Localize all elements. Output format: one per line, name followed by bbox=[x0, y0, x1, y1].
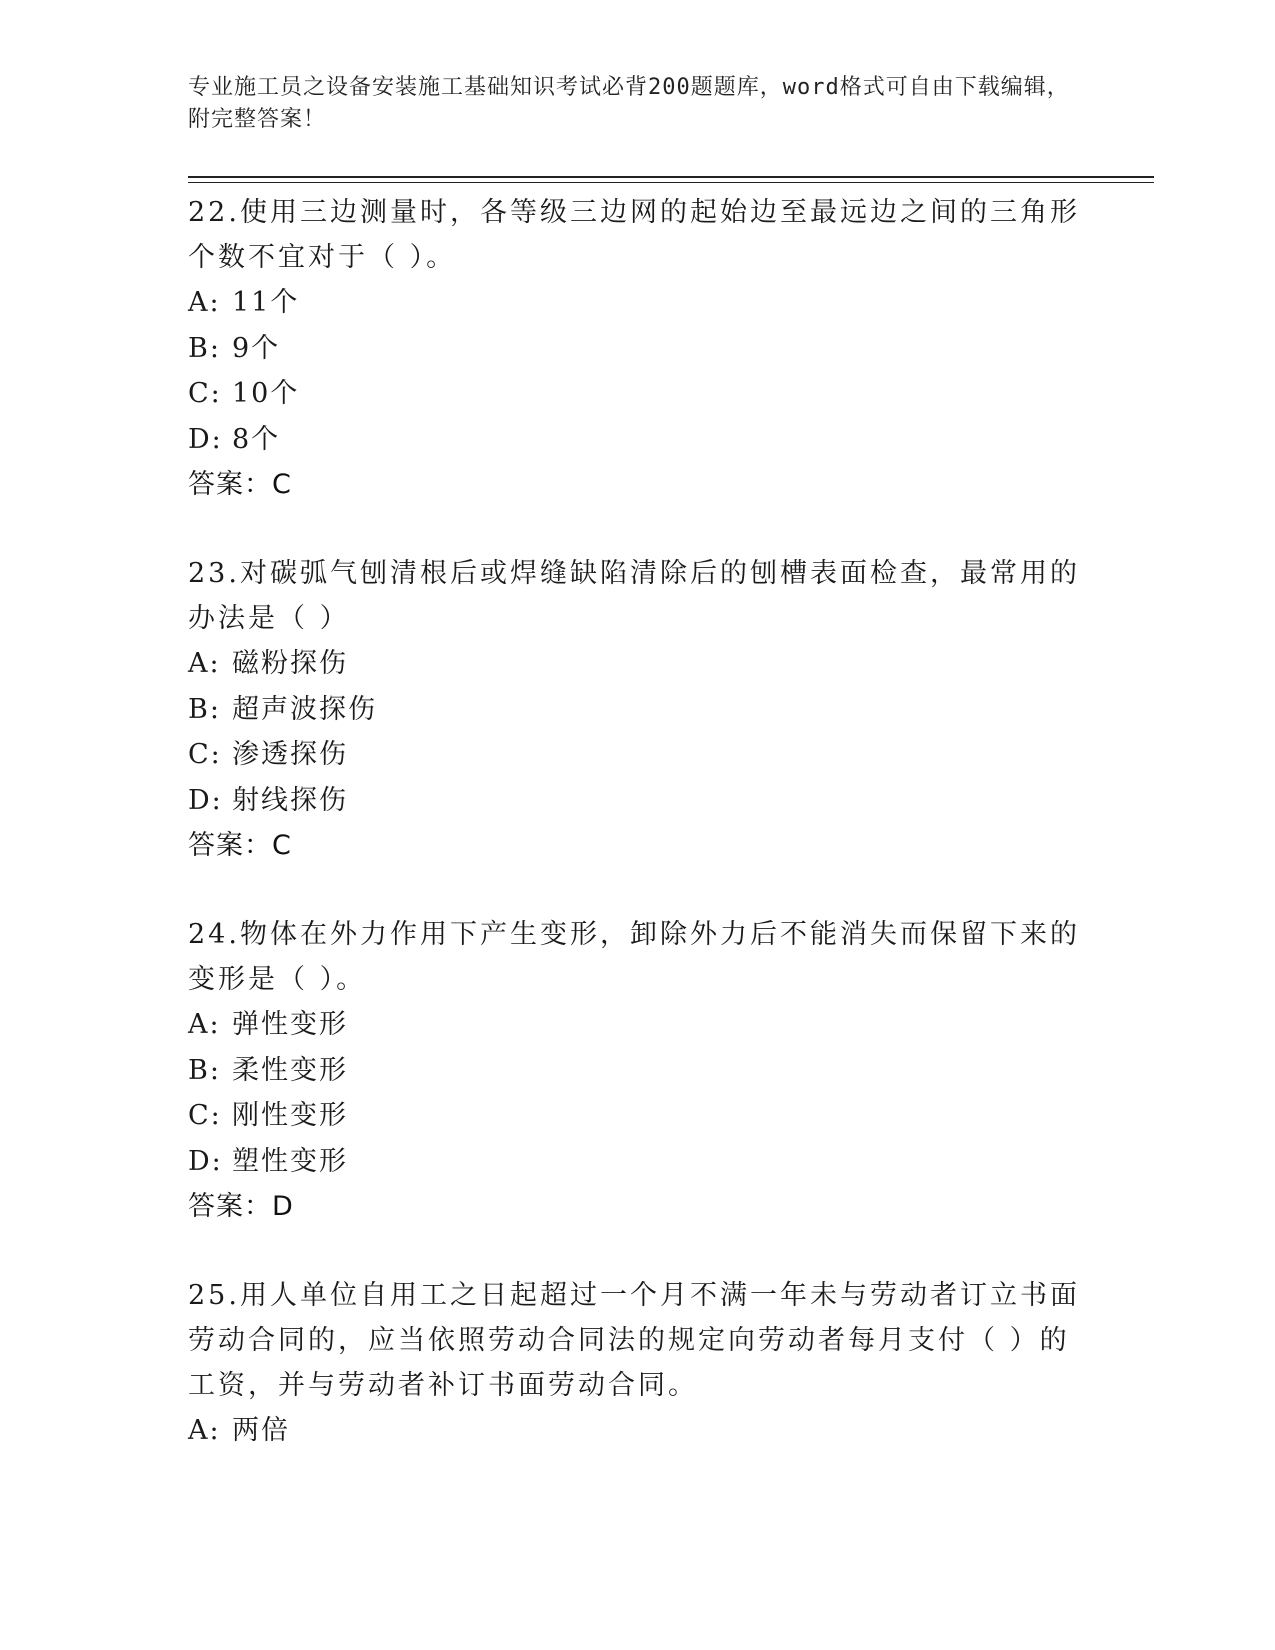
answer-line: 答案：C bbox=[188, 469, 292, 500]
option-text: 11个 bbox=[232, 287, 300, 318]
option-text: 柔性变形 bbox=[232, 1054, 348, 1086]
option-a bbox=[188, 1002, 1088, 1048]
question-23 bbox=[188, 551, 1088, 868]
question-stem: 23.对碳弧气刨清根后或焊缝缺陷清除后的刨槽表面检查，最常用的办法是（ ） bbox=[188, 558, 1080, 634]
question-22 bbox=[188, 190, 1088, 507]
option-key: C: bbox=[188, 739, 222, 770]
option-text: 渗透探伤 bbox=[232, 739, 348, 770]
option-a bbox=[188, 641, 1088, 687]
option-a bbox=[188, 1408, 1088, 1454]
option-key: D: bbox=[188, 1145, 223, 1177]
option-text: 刚性变形 bbox=[232, 1100, 348, 1131]
option-key: D: bbox=[188, 423, 223, 455]
option-key: B: bbox=[188, 693, 221, 725]
header-divider-thin bbox=[188, 182, 1154, 183]
option-text: 塑性变形 bbox=[232, 1145, 348, 1177]
option-b bbox=[188, 687, 1088, 733]
option-key: A: bbox=[188, 1415, 221, 1446]
option-text: 弹性变形 bbox=[232, 1009, 348, 1040]
option-text: 超声波探伤 bbox=[232, 693, 377, 725]
option-text: 9个 bbox=[232, 332, 281, 364]
option-text: 磁粉探伤 bbox=[232, 648, 348, 679]
option-d bbox=[188, 1139, 1088, 1185]
option-d bbox=[188, 417, 1088, 463]
question-25 bbox=[188, 1273, 1088, 1454]
option-key: A: bbox=[188, 287, 221, 318]
option-text: 两倍 bbox=[232, 1415, 290, 1446]
question-stem: 24.物体在外力作用下产生变形，卸除外力后不能消失而保留下来的变形是（ ）。 bbox=[188, 919, 1080, 995]
option-key: A: bbox=[188, 648, 221, 679]
option-c bbox=[188, 371, 1088, 417]
document-header: 专业施工员之设备安装施工基础知识考试必背200题题库，word格式可自由下载编辑，附完整答案！ bbox=[188, 75, 1070, 132]
option-d bbox=[188, 778, 1088, 824]
option-key: A: bbox=[188, 1009, 221, 1040]
option-b bbox=[188, 326, 1088, 372]
option-b bbox=[188, 1048, 1088, 1094]
option-key: B: bbox=[188, 332, 221, 364]
option-c bbox=[188, 1093, 1088, 1139]
question-stem: 22.使用三边测量时，各等级三边网的起始边至最远边之间的三角形个数不宜对于（ ）。 bbox=[188, 197, 1080, 273]
question-list bbox=[188, 190, 1088, 1498]
question-24 bbox=[188, 912, 1088, 1229]
header-divider-thick bbox=[188, 176, 1154, 178]
question-stem: 25.用人单位自用工之日起超过一个月不满一年未与劳动者订立书面劳动合同的，应当依照劳动合同法的规定向劳动者每月支付（ ）的工资，并与劳动者补订书面劳动合同。 bbox=[188, 1280, 1080, 1401]
option-key: C: bbox=[188, 1100, 222, 1131]
option-text: 10个 bbox=[232, 378, 300, 409]
option-text: 8个 bbox=[232, 423, 281, 455]
option-key: C: bbox=[188, 378, 222, 409]
answer-line: 答案：C bbox=[188, 830, 292, 861]
option-key: D: bbox=[188, 784, 223, 816]
option-text: 射线探伤 bbox=[232, 784, 348, 816]
option-key: B: bbox=[188, 1054, 221, 1086]
option-c bbox=[188, 732, 1088, 778]
answer-line: 答案：D bbox=[188, 1191, 294, 1222]
option-a bbox=[188, 280, 1088, 326]
